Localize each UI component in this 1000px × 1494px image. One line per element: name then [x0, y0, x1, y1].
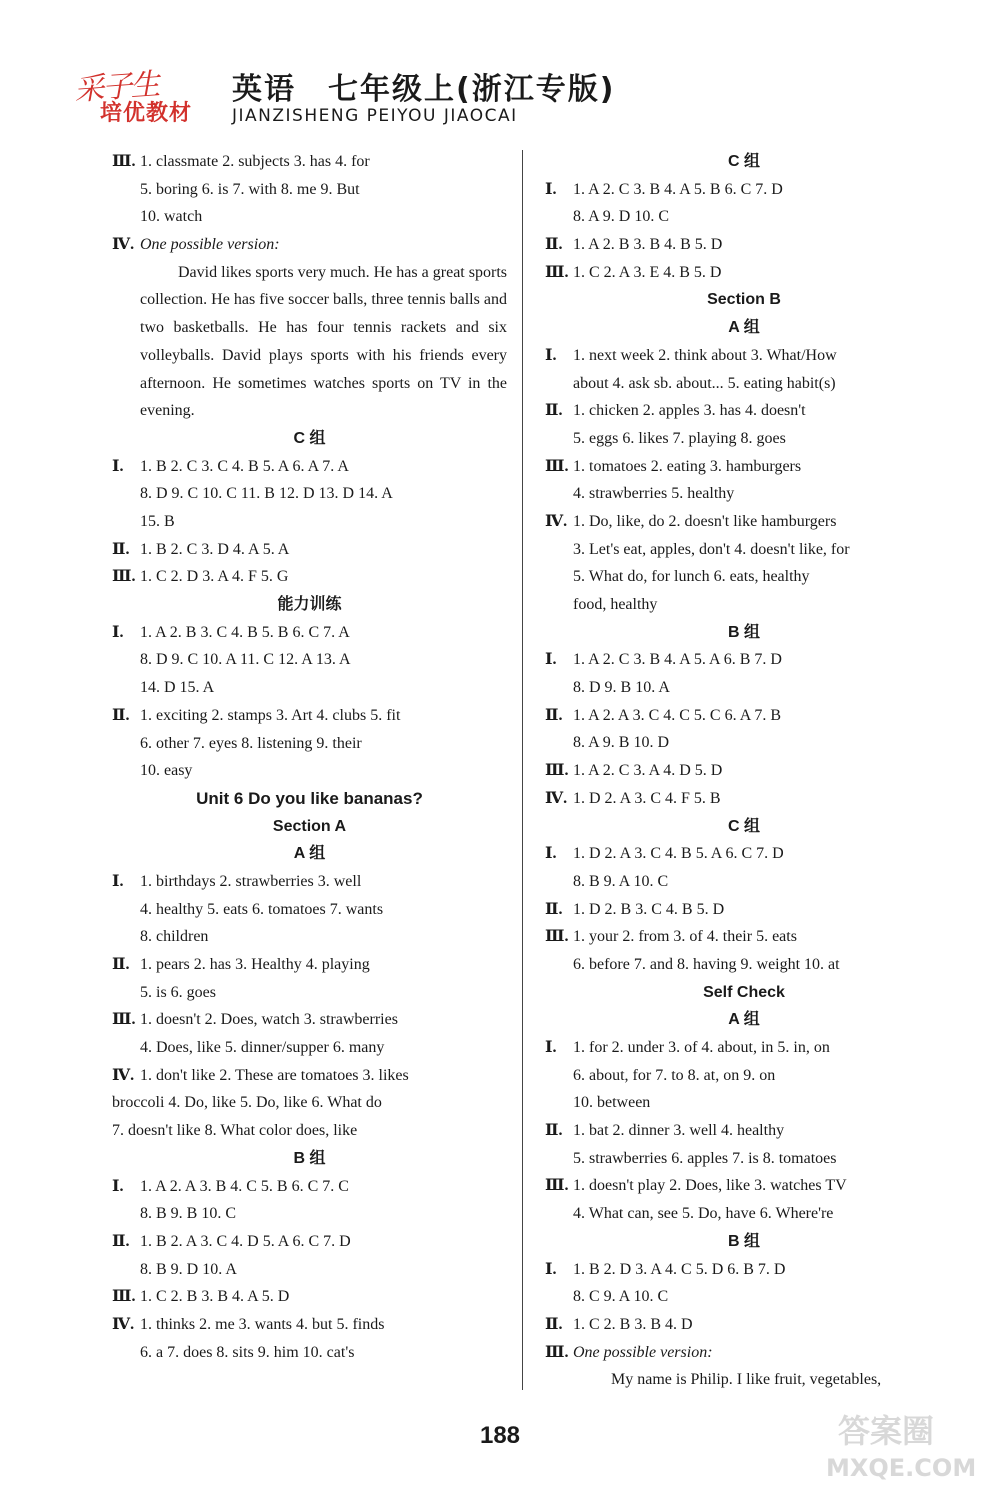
- question-number: Ⅰ.: [112, 872, 124, 890]
- answer-line: about 4. ask sb. about... 5. eating habit(s): [573, 374, 836, 392]
- answer-line: 6. other 7. eyes 8. listening 9. their: [140, 734, 362, 752]
- question-number: Ⅱ.: [112, 1232, 130, 1250]
- answer-line: [545, 1034, 943, 1062]
- answer-text: 1. birthdays 2. strawberries 3. well: [140, 872, 362, 890]
- answer-line: [112, 1006, 507, 1034]
- answer-line: My name is Philip. I like fruit, vegetables,: [611, 1371, 882, 1389]
- answer-line: [112, 1062, 507, 1090]
- section-heading: C 组: [727, 817, 760, 835]
- section-heading: A 组: [293, 845, 326, 863]
- question-number: Ⅱ.: [545, 1315, 563, 1333]
- answer-line: 7. doesn't like 8. What color does, like: [112, 1122, 358, 1140]
- answer-line: [112, 868, 507, 896]
- answer-text: 1. classmate 2. subjects 3. has 4. for: [140, 153, 370, 170]
- answer-text: 1. Do, like, do 2. doesn't like hamburgers: [573, 512, 837, 530]
- question-number: Ⅲ.: [545, 762, 569, 780]
- answer-line: 5. eggs 6. likes 7. playing 8. goes: [573, 429, 786, 447]
- question-number: Ⅲ.: [545, 1177, 569, 1195]
- question-number: Ⅳ.: [112, 1066, 135, 1084]
- answer-line: 8. A 9. B 10. D: [573, 734, 670, 752]
- answer-text: One possible version:: [140, 236, 280, 254]
- question-number: Ⅰ.: [545, 346, 557, 364]
- answer-line: 10. easy: [140, 762, 193, 780]
- section-heading: Section A: [272, 817, 347, 835]
- answer-line: [112, 453, 507, 481]
- answer-text: 1. C 2. A 3. E 4. B 5. D: [573, 263, 722, 281]
- book-title: 英语 七年级上(浙江专版): [232, 72, 616, 107]
- question-number: Ⅲ.: [112, 1288, 136, 1306]
- question-number: Ⅳ.: [112, 1315, 135, 1333]
- answer-text: 1. A 2. C 3. B 4. A 5. B 6. C 7. D: [573, 180, 783, 198]
- answer-text: 1. B 2. D 3. A 4. C 5. D 6. B 7. D: [573, 1260, 786, 1278]
- answer-line: 8. B 9. D 10. A: [140, 1260, 237, 1278]
- answer-text: 1. C 2. B 3. B 4. D: [573, 1315, 693, 1333]
- answer-line: 4. healthy 5. eats 6. tomatoes 7. wants: [140, 900, 384, 918]
- answer-line: [545, 923, 943, 951]
- answer-text: 1. B 2. C 3. D 4. A 5. A: [140, 540, 290, 558]
- question-number: Ⅰ.: [112, 457, 124, 475]
- answer-line: [545, 702, 943, 730]
- question-number: Ⅰ.: [545, 845, 557, 863]
- answer-line: [545, 397, 943, 425]
- publisher-logo: [70, 60, 220, 124]
- answer-line: [545, 342, 943, 370]
- section-heading: C 组: [727, 153, 760, 170]
- answer-text: One possible version:: [573, 1343, 713, 1361]
- answer-line: 5. boring 6. is 7. with 8. me 9. But: [140, 180, 360, 198]
- logo-subtext: 培优教材: [100, 100, 193, 126]
- answer-text: 1. thinks 2. me 3. wants 4. but 5. finds: [140, 1315, 385, 1333]
- answer-text: 1. tomatoes 2. eating 3. hamburgers: [573, 457, 802, 475]
- question-number: Ⅳ.: [545, 789, 568, 807]
- book-title-pinyin: JIANZISHENG PEIYOU JIAOCAI: [232, 106, 518, 126]
- answer-line: 6. about, for 7. to 8. at, on 9. on: [573, 1066, 776, 1084]
- answer-line: food, healthy: [573, 596, 658, 613]
- answer-line: [545, 896, 943, 924]
- question-number: Ⅰ.: [545, 1039, 557, 1056]
- answer-line: [112, 231, 507, 259]
- question-number: Ⅲ.: [545, 1343, 569, 1361]
- answer-line: 4. Does, like 5. dinner/supper 6. many: [140, 1039, 385, 1057]
- question-number: Ⅱ.: [545, 402, 563, 420]
- answer-line: [545, 259, 943, 287]
- answer-line: [545, 1172, 943, 1200]
- answer-line: 10. watch: [140, 208, 203, 226]
- answer-line: [112, 563, 507, 591]
- left-column: [112, 148, 507, 1366]
- answer-line: 4. What can, see 5. Do, have 6. Where're: [573, 1205, 834, 1223]
- answer-text: 1. B 2. C 3. C 4. B 5. A 6. A 7. A: [140, 457, 349, 475]
- question-number: Ⅲ.: [545, 928, 569, 946]
- answer-text: 1. doesn't play 2. Does, like 3. watches TV: [573, 1177, 847, 1195]
- answer-text: 1. A 2. B 3. B 4. B 5. D: [573, 236, 723, 254]
- answer-line: broccoli 4. Do, like 5. Do, like 6. What do: [112, 1094, 382, 1112]
- answer-line: [545, 508, 943, 536]
- answer-text: 1. exciting 2. stamps 3. Art 4. clubs 5. fit: [140, 706, 401, 724]
- answer-line: 5. What do, for lunch 6. eats, healthy: [573, 568, 810, 586]
- question-number: Ⅱ.: [545, 236, 563, 254]
- answer-line: 8. D 9. C 10. A 11. C 12. A 13. A: [140, 651, 351, 669]
- answer-line: 8. C 9. A 10. C: [573, 1288, 669, 1306]
- answer-line: [112, 536, 507, 564]
- answer-text: 1. D 2. B 3. C 4. B 5. D: [573, 900, 725, 918]
- answer-line: [112, 702, 507, 730]
- section-heading: B 组: [727, 623, 760, 641]
- answer-text: 1. C 2. B 3. B 4. A 5. D: [140, 1288, 290, 1306]
- answer-line: 14. D 15. A: [140, 679, 215, 697]
- answer-line: [545, 1311, 943, 1339]
- answer-line: [112, 1173, 507, 1201]
- logo-text: 采子生: [73, 67, 160, 108]
- answer-line: [545, 231, 943, 259]
- column-divider: [522, 150, 523, 1390]
- answer-line: [112, 148, 507, 176]
- answer-line: 6. a 7. does 8. sits 9. him 10. cat's: [140, 1343, 355, 1361]
- answer-line: 15. B: [140, 513, 175, 531]
- answer-line: 4. strawberries 5. healthy: [573, 485, 735, 503]
- page-number: 188: [479, 1422, 521, 1449]
- answer-line: 8. D 9. B 10. A: [573, 679, 670, 697]
- answer-line: [545, 785, 943, 813]
- answer-text: 1. pears 2. has 3. Healthy 4. playing: [140, 956, 370, 974]
- question-number: Ⅱ.: [112, 956, 130, 974]
- answer-text: 1. next week 2. think about 3. What/How: [573, 346, 837, 364]
- right-column: [545, 148, 943, 1394]
- section-heading: B 组: [727, 1232, 760, 1250]
- question-number: Ⅰ.: [545, 180, 557, 198]
- question-number: Ⅱ.: [545, 706, 563, 724]
- question-number: Ⅳ.: [112, 236, 135, 254]
- question-number: Ⅰ.: [112, 623, 124, 641]
- answer-line: 6. before 7. and 8. having 9. weight 10. at: [573, 955, 840, 973]
- answer-line: [545, 646, 943, 674]
- answer-paragraph: David likes sports very much. He has a great sports collection. He has five soccer balls, three tennis balls and two basketballs. He has four tennis rackets and six volleyballs. David plays sports with his friends every afternoon. He sometimes watches sports on TV in the evening.: [140, 263, 507, 420]
- watermark-line2: MXQE.COM: [826, 1454, 977, 1482]
- section-heading: A 组: [728, 1011, 760, 1029]
- question-number: Ⅰ.: [545, 1260, 557, 1278]
- answer-text: 1. for 2. under 3. of 4. about, in 5. in, on: [573, 1039, 830, 1056]
- section-heading: C 组: [293, 429, 326, 447]
- question-number: Ⅰ.: [545, 651, 557, 669]
- answer-text: 1. D 2. A 3. C 4. B 5. A 6. C 7. D: [573, 845, 784, 863]
- answer-line: 10. between: [573, 1094, 651, 1112]
- answer-line: [545, 840, 943, 868]
- answer-text: 1. doesn't 2. Does, watch 3. strawberries: [140, 1011, 398, 1029]
- question-number: Ⅲ.: [545, 263, 569, 281]
- answer-text: 1. C 2. D 3. A 4. F 5. G: [140, 568, 289, 586]
- question-number: Ⅲ.: [112, 568, 136, 586]
- answer-text: 1. bat 2. dinner 3. well 4. healthy: [573, 1122, 785, 1140]
- answer-line: [112, 619, 507, 647]
- question-number: Ⅲ.: [545, 457, 569, 475]
- section-heading: A 组: [728, 319, 760, 337]
- section-heading: Self Check: [703, 983, 785, 1001]
- answer-text: 1. D 2. A 3. C 4. F 5. B: [573, 789, 721, 807]
- answer-line: 8. B 9. B 10. C: [140, 1205, 237, 1223]
- question-number: Ⅰ.: [112, 1177, 124, 1195]
- page-header: [70, 60, 970, 130]
- answer-line: [545, 1256, 943, 1284]
- watermark-logo: [820, 1404, 980, 1484]
- answer-line: [112, 951, 507, 979]
- answer-text: 1. A 2. C 3. A 4. D 5. D: [573, 762, 723, 780]
- answer-line: [545, 1339, 943, 1367]
- section-heading: 能力训练: [277, 596, 342, 614]
- answer-text: 1. A 2. A 3. C 4. C 5. C 6. A 7. B: [573, 706, 782, 724]
- answer-text: 1. chicken 2. apples 3. has 4. doesn't: [573, 402, 806, 420]
- watermark-line1: 答案圈: [838, 1412, 935, 1450]
- answer-text: 1. your 2. from 3. of 4. their 5. eats: [573, 928, 797, 946]
- answer-text: 1. A 2. A 3. B 4. C 5. B 6. C 7. C: [140, 1177, 349, 1195]
- question-number: Ⅲ.: [112, 1011, 136, 1029]
- answer-text: 1. B 2. A 3. C 4. D 5. A 6. C 7. D: [140, 1232, 351, 1250]
- answer-line: 8. B 9. A 10. C: [573, 872, 669, 890]
- question-number: Ⅱ.: [112, 706, 130, 724]
- question-number: Ⅱ.: [545, 900, 563, 918]
- answer-line: 5. is 6. goes: [140, 983, 216, 1001]
- question-number: Ⅱ.: [112, 540, 130, 558]
- answer-line: [545, 1117, 943, 1145]
- answer-text: 1. A 2. B 3. C 4. B 5. B 6. C 7. A: [140, 623, 350, 641]
- question-number: Ⅱ.: [545, 1122, 563, 1140]
- answer-line: [112, 1228, 507, 1256]
- section-heading: Unit 6 Do you like bananas?: [196, 788, 423, 808]
- answer-line: 3. Let's eat, apples, don't 4. doesn't like, for: [573, 540, 850, 558]
- answer-line: 8. children: [140, 928, 209, 946]
- answer-text: 1. A 2. C 3. B 4. A 5. A 6. B 7. D: [573, 651, 782, 669]
- answer-line: 8. D 9. C 10. C 11. B 12. D 13. D 14. A: [140, 485, 393, 503]
- question-number: Ⅲ.: [112, 153, 136, 170]
- answer-line: [545, 757, 943, 785]
- answer-line: 5. strawberries 6. apples 7. is 8. tomatoes: [573, 1149, 837, 1167]
- question-number: Ⅳ.: [545, 512, 568, 530]
- answer-line: [112, 1311, 507, 1339]
- answer-line: 8. A 9. D 10. C: [573, 208, 670, 226]
- answer-line: [112, 1283, 507, 1311]
- section-heading: Section B: [707, 291, 781, 309]
- answer-line: [545, 176, 943, 204]
- section-heading: B 组: [293, 1149, 326, 1167]
- answer-text: 1. don't like 2. These are tomatoes 3. likes: [140, 1066, 409, 1084]
- answer-line: [545, 453, 943, 481]
